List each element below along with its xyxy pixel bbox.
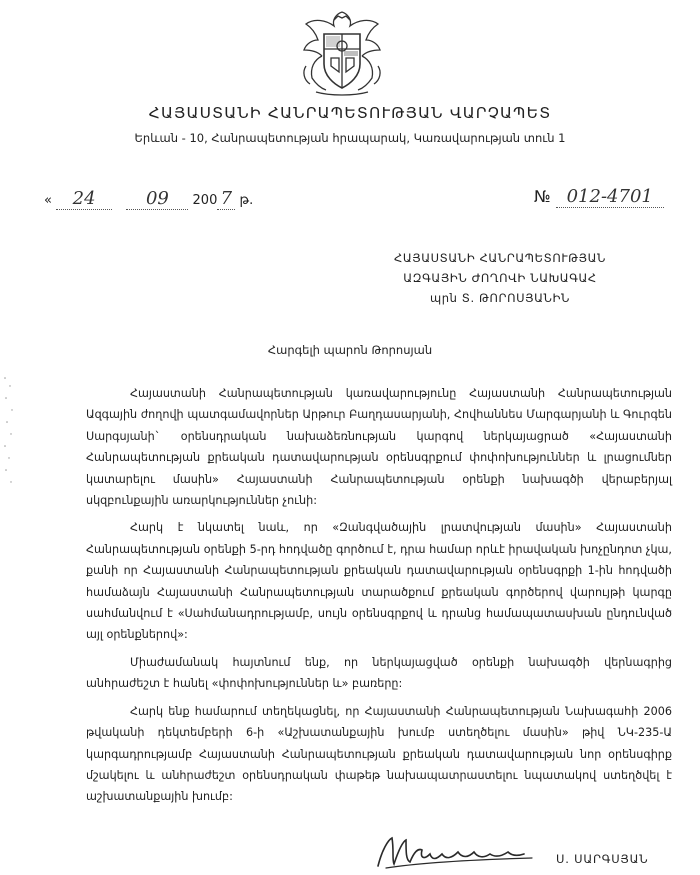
date-quote-open: «	[44, 193, 52, 208]
date-year-abbr: թ.	[239, 193, 254, 208]
body-paragraph-4: Հարկ ենք համարում տեղեկացնել, որ Հայաստանի Հանրապետության Նախագահի 2006 թվականի դեկտեմբերի 6-ի «Աշխատանքային խումբ ստեղծելու մասին» թիվ ՆԿ-235-Ա կարգադրությամբ Հայաստանի Հանրապետության քրեական դատավարության նոր օրենսգիրք մշակելու և անհրաժեշտ օրենսդրական փաթեթ նախապատրաստելու նպատակով ստեղծվել է աշխատանքային խումբ:	[86, 704, 672, 804]
date-year-prefix: 200	[192, 193, 218, 208]
addressee-line-3: պրն Տ. ԹՈՐՈՍՅԱՆԻՆ	[429, 291, 571, 305]
scan-noise	[2, 372, 16, 492]
letter-date	[44, 188, 253, 210]
body-paragraph-2: Հարկ է նկատել նաև, որ «Զանգվածային լրատվության մասին» Հայաստանի Հանրապետության օրենքի 5-րդ հոդվածը գործում է, դրա համար որևէ իրավական խոչընդոտ չկա, քանի որ Հայաստանի Հանրապետության քրեական դատավարության օրենսգրքի 1-ին հոդվածի համաձայն Հայաստանի Հանրապետության տարածքում քրեական գործերով վարույթի կարգը սահմանվում է «Սահմանադրությամբ, սույն օրենսգրքով և դրանց համապատասխան ընդունված այլ օրենքներով»:	[86, 521, 672, 642]
organization-title: ՀԱՅԱՍՏԱՆԻ ՀԱՆՐԱՊԵՏՈՒԹՅԱՆ ՎԱՐՉԱՊԵՏ	[148, 104, 552, 122]
organization-address: Երևան - 10, Հանրապետության հրապարակ, Կառավարության տուն 1	[134, 131, 566, 145]
date-day: 24	[56, 188, 112, 210]
letter-body	[86, 383, 672, 814]
letter-number	[534, 186, 664, 208]
date-month: 09	[126, 188, 188, 210]
handwritten-signature-icon	[372, 830, 542, 872]
number-label: №	[534, 187, 551, 206]
number-value: 012-4701	[556, 186, 664, 208]
body-paragraph-3: Միաժամանակ հայտնում ենք, որ ներկայացված օրենքի նախագծի վերնագրից անհրաժեշտ է հանել «փոփոխություններ և» բառերը:	[86, 655, 672, 691]
addressee-block	[330, 248, 670, 308]
coat-of-arms-of-armenia-icon	[276, 6, 408, 98]
signer-name: Ս. ՍԱՐԳՍՅԱՆ	[556, 852, 649, 866]
body-paragraph-1: Հայաստանի Հանրապետության կառավարությունը Հայաստանի Հանրապետության Ազգային ժողովի պատգամավորներ Արթուր Բաղդասարյանի, Հովհաննես Մարգարյանի և Գուրգեն Սարգսյանի` օրենսդրական նախաձեռնության կարգով ներկայացրած «Հայաստանի Հանրապետության քրեական դատավարության օրենսգրքում փոփոխություններ և լրացումներ կատարելու մասին» Հայաստանի Հանրապետության օրենքի նախագծի վերաբերյալ սկզբունքային առարկություններ չունի:	[86, 387, 672, 508]
addressee-line-2: ԱԶԳԱՅԻՆ ԺՈՂՈՎԻ ՆԱԽԱԳԱՀ	[403, 271, 597, 285]
addressee-line-1: ՀԱՅԱՍՏԱՆԻ ՀԱՆՐԱՊԵՏՈՒԹՅԱՆ	[394, 251, 606, 265]
salutation: Հարգելի պարոն Թորոսյան	[267, 343, 433, 357]
date-year-suffix: 7	[217, 188, 235, 210]
